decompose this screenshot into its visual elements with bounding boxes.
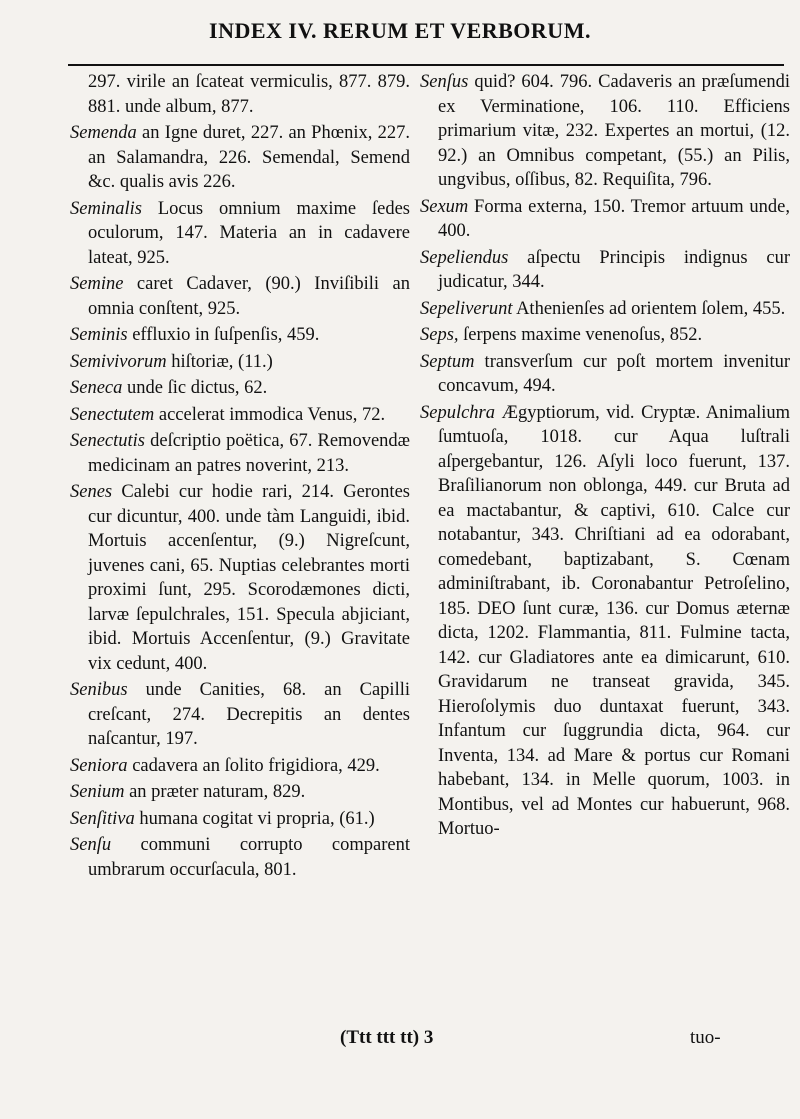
entry-headword: Senectutis bbox=[70, 431, 146, 451]
index-entry bbox=[420, 350, 790, 399]
index-entry bbox=[70, 403, 410, 428]
entry-headword: Seminalis bbox=[70, 198, 142, 219]
index-entry bbox=[70, 754, 410, 779]
entry-text: humana cogitat vi propria, (61.) bbox=[134, 808, 375, 829]
index-entry bbox=[420, 195, 790, 244]
entry-headword: Semine bbox=[70, 274, 124, 294]
entry-headword: Senectutem bbox=[70, 404, 155, 425]
signature-mark: (Ttt ttt tt) 3 bbox=[340, 1027, 434, 1048]
entry-text: an Igne duret, 227. an Phœnix, 227. an Salamandra, 226. Semendal, Semend &c. qualis avis 226. bbox=[88, 123, 410, 192]
index-entry bbox=[70, 323, 410, 348]
entry-headword: Sepulchra bbox=[420, 402, 496, 423]
entry-headword: Seminis bbox=[70, 325, 128, 345]
entry-text: communi corrupto comparent umbrarum occurſacula, 801. bbox=[88, 835, 410, 880]
index-entry bbox=[420, 70, 790, 193]
entry-headword: Sepeliverunt bbox=[420, 298, 513, 319]
entry-headword: Semivivorum bbox=[70, 351, 167, 372]
entry-text: 297. virile an ſcateat vermiculis, 877. 879. 881. unde album, 877. bbox=[88, 72, 410, 117]
entry-headword: Senſu bbox=[70, 835, 112, 855]
entry-text: effluxio in ſuſpenſis, 459. bbox=[127, 325, 320, 345]
entry-headword: Senibus bbox=[70, 680, 128, 700]
index-entry bbox=[70, 678, 410, 752]
entry-text: deſcriptio poëtica, 67. Removendæ medicinam an patres noverint, 213. bbox=[88, 431, 410, 476]
index-entry bbox=[70, 480, 410, 676]
index-entry bbox=[70, 780, 410, 805]
entry-headword: Senſus bbox=[420, 72, 469, 92]
index-entry bbox=[70, 350, 410, 375]
entry-text: accelerat immodica Venus, 72. bbox=[154, 404, 386, 425]
entry-headword: Seps, bbox=[420, 325, 459, 345]
entry-text: quid? 604. 796. Cadaveris an præſumendi ex Verminatione, 106. 110. Efficiens primarium vitæ, 232. Expertes an mortui, (12. 92.) an Omnibus competant, (55.) an Pilis, ungvibus, oſſibus, 82. Requiſita, 796. bbox=[438, 72, 790, 190]
index-entry bbox=[70, 807, 410, 832]
index-entry bbox=[70, 376, 410, 401]
right-column bbox=[420, 70, 790, 844]
entry-text: transverſum cur poſt mortem invenitur concavum, 494. bbox=[438, 351, 790, 396]
left-column bbox=[70, 70, 410, 884]
entry-text: Forma externa, 150. Tremor artuum unde, 400. bbox=[438, 196, 790, 241]
entry-text: ſerpens maxime venenoſus, 852. bbox=[458, 325, 703, 345]
entry-text: caret Cadaver, (90.) Inviſibili an omnia conſtent, 925. bbox=[88, 274, 410, 319]
index-entry bbox=[420, 323, 790, 348]
index-entry bbox=[70, 272, 410, 321]
entry-text: Ægyptiorum, vid. Cryptæ. Animalium ſumtuoſa, 1018. cur Aqua luſtrali aſpergebantur, 126. Aſyli loco fuerunt, 137. Braſilianorum non oblonga, 449. cur Bruta ad ea mactabantur, & captivi, 610. Calce cur notabantur, 343. Chriſtiani ad ea odorabant, comedebant, baptizabant, S. Cœnam adminiſtrabant, ib. Coronabantur Petroſelino, 185. DEO ſunt curæ, 136. cur Domus æternæ dicta, 1202. Flammantia, 811. Fulmine tacta, 142. cur Gladiatores ante ea dimicarunt, 610. Gravidarum ne transeat gravida, 345. Hieroſolymis duo duntaxat fuerunt, 343. Infantum cur ſuggrundia dicta, 964. cur Inventa, 134. ad Mare & portus cur Romani habebant, 134. in Melle quorum, 1003. in Montibus, vel ad Montes cur habuerunt, 968. Mortuo- bbox=[438, 402, 790, 839]
entry-text: aſpectu Principis indignus cur judicatur, 344. bbox=[438, 247, 790, 292]
entry-text: hiſtoriæ, (11.) bbox=[166, 351, 273, 372]
catchword: tuo- bbox=[690, 1027, 721, 1048]
index-entry bbox=[420, 297, 790, 322]
page-header: INDEX IV. RERUM ET VERBORUM. bbox=[209, 18, 591, 43]
entry-headword: Sepeliendus bbox=[420, 247, 509, 268]
entry-text: cadavera an ſolito frigidiora, 429. bbox=[127, 755, 380, 776]
entry-headword: Seniora bbox=[70, 755, 128, 776]
entry-headword: Senes bbox=[70, 482, 113, 502]
entry-headword: Senium bbox=[70, 782, 125, 802]
index-entry bbox=[70, 197, 410, 271]
entry-text: an præter naturam, 829. bbox=[124, 782, 306, 802]
index-entry bbox=[70, 429, 410, 478]
index-entry bbox=[70, 70, 410, 119]
index-entry bbox=[70, 121, 410, 195]
index-entry bbox=[420, 246, 790, 295]
entry-headword: Septum bbox=[420, 351, 475, 372]
entry-text: unde Canities, 68. an Capilli creſcant, 274. Decrepitis an dentes naſcantur, 197. bbox=[88, 680, 410, 749]
entry-text: Calebi cur hodie rari, 214. Gerontes cur dicuntur, 400. unde tàm Languidi, ibid. Mortuis accenſentur, (9.) Nigreſcunt, juvenes cani, 65. Nuptias celebrantes morti proximi ſunt, 295. Scorodæmones dicti, larvæ ſepulchrales, 151. Specula abjiciant, ibid. Mortuis Accenſentur, (9.) Gravitate vix cedunt, 400. bbox=[88, 482, 410, 674]
index-entry bbox=[420, 401, 790, 842]
entry-text: unde ſic dictus, 62. bbox=[122, 378, 268, 398]
entry-text: Athenienſes ad orientem ſolem, 455. bbox=[512, 298, 786, 319]
entry-headword: Sexum bbox=[420, 196, 469, 217]
entry-headword: Senſitiva bbox=[70, 808, 135, 829]
entry-headword: Seneca bbox=[70, 378, 123, 398]
header-rule bbox=[68, 64, 784, 66]
index-entry bbox=[70, 833, 410, 882]
entry-text: Locus omnium maxime ſedes oculorum, 147. Materia an in cadavere lateat, 925. bbox=[88, 198, 410, 268]
entry-headword: Semenda bbox=[70, 123, 137, 143]
